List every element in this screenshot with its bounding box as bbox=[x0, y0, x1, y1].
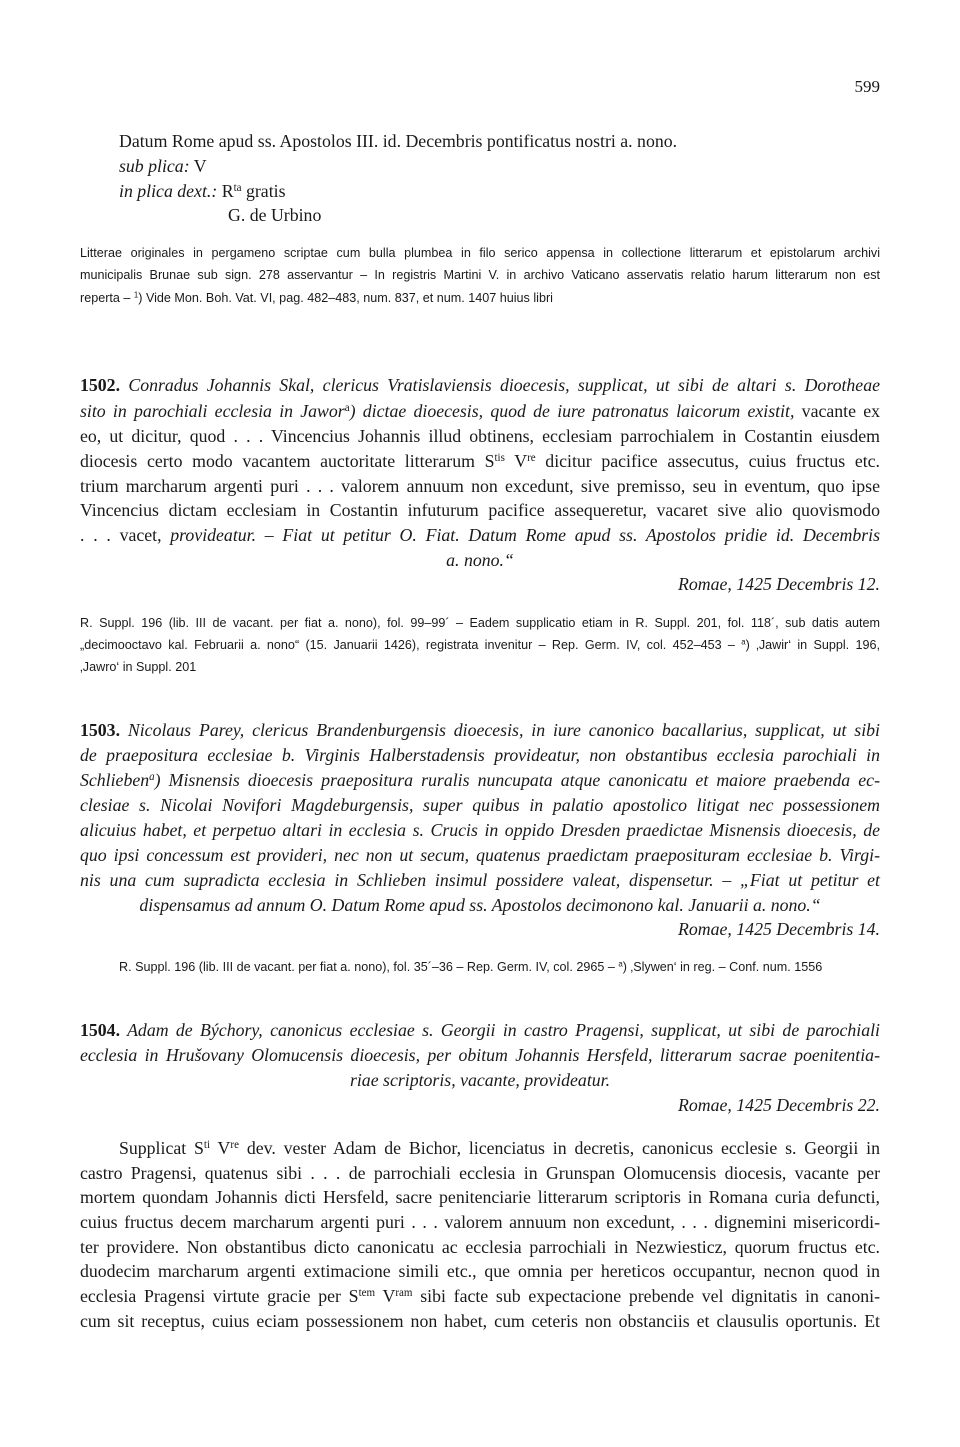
in-plica-line bbox=[119, 181, 519, 202]
abbrev-sup: tis bbox=[494, 451, 505, 464]
entry-1504-para-line-2: castro Pragensi, quatenus sibi . . . de parrochiali ecclesia in Grunspan Olomucensis diocesis, vacante per bbox=[80, 1163, 880, 1183]
entry-1502-text: diocesis certo modo vacantem auctoritate litterarum S bbox=[80, 451, 495, 471]
entry-1503-text: ) Misnensis dioecesis praepositura ruralis nuncupata atque canonicatu et maiore praebenda ec- bbox=[154, 770, 880, 790]
entry-1504-number: 1504. bbox=[80, 1020, 121, 1040]
note-1503-text: ) ‚Slywen‘ in reg. – Conf. num. 1556 bbox=[622, 960, 823, 974]
entry-1503-text: Schlieben bbox=[80, 770, 150, 790]
note-1501-line-1: Litterae originales in pergameno scriptae cum bulla plumbea in filo serico appensa in collectione litterarum et epistolarum archivi bbox=[80, 246, 880, 260]
footnote-marker: a bbox=[741, 637, 746, 647]
note-1501-line-3 bbox=[80, 291, 880, 305]
note-1502-text: „decimooctavo kal. Februarii a. nono“ (15. Januarii 1426), registrata invenitur – Rep. Germ. IV, col. 452–453 – bbox=[80, 638, 742, 652]
footnote-marker: a bbox=[344, 401, 350, 414]
note-1502-text: ) ‚Jawir‘ in Suppl. 196, bbox=[745, 638, 880, 652]
entry-1502-line-5: trium marcharum argenti puri . . . valorem annuum non excedunt, sive premisso, seu in eventum, quo ipse bbox=[80, 476, 880, 496]
entry-1502-text: vacante ex bbox=[794, 401, 881, 421]
page-number: 599 bbox=[854, 77, 880, 96]
entry-1503-line-2: de praepositura ecclesiae b. Virginis Halberstadensis provideatur, non obstantibus ecclesia parochiali in bbox=[80, 745, 880, 765]
note-1501-text-b: ) Vide Mon. Boh. Vat. VI, pag. 482–483, num. 837, et num. 1407 huius libri bbox=[138, 291, 553, 305]
entry-1503-line-4: clesiae s. Nicolai Novifori Magdeburgensis, super quibus in palatio apostolico litigat nec possessionem bbox=[80, 795, 880, 815]
entry-1504-line-1 bbox=[80, 1020, 880, 1041]
abbrev-sup: ti bbox=[203, 1138, 211, 1151]
entry-1504-para-line-4: cuius fructus decem marcharum argenti puri . . . valorem annuum non excedunt, . . . dignemini misericordi- bbox=[80, 1212, 880, 1232]
sub-plica-line bbox=[119, 156, 519, 177]
entry-1502-text: . . . vacet, bbox=[80, 525, 171, 545]
entry-1502-text: dicitur pacifice assecutus, cuius fructus etc. bbox=[535, 451, 880, 471]
signature: G. de Urbino bbox=[228, 205, 322, 225]
note-1502-line-2 bbox=[80, 638, 880, 652]
abbrev-sup: tem bbox=[358, 1286, 376, 1299]
in-plica-sup: ta bbox=[233, 181, 242, 194]
entry-1503-line-5: alicuius habet, et perpetuo altari in ecclesia s. Crucis in oppido Dresden praedictae Misnensis dioecesis, de bbox=[80, 820, 880, 840]
entry-1504-text: V bbox=[210, 1138, 231, 1158]
entry-1504-text: sibi facte sub expectacione prebende vel dignitatis in canoni- bbox=[412, 1286, 880, 1306]
abbrev-sup: ram bbox=[395, 1286, 413, 1299]
note-1501-line-2: municipalis Brunae sub sign. 278 asservantur – In registris Martini V. in archivo Vaticano asservatis relatio harum litterarum non est bbox=[80, 268, 880, 282]
entry-1503-line-1 bbox=[80, 720, 880, 741]
entry-1503-line-3 bbox=[80, 770, 880, 791]
entry-1502-date: Romae, 1425 Decembris 12. bbox=[678, 574, 880, 594]
in-plica-value: gratis bbox=[246, 181, 286, 201]
entry-1504-para-line-7 bbox=[80, 1286, 880, 1307]
entry-1504-text: Supplicat S bbox=[119, 1138, 204, 1158]
entry-1504-regest: Adam de Býchory, canonicus ecclesiae s. Georgii in castro Pragensi, supplicat, ut sibi de parochiali bbox=[127, 1020, 880, 1040]
entry-1502-text: ) dictae dioecesis, quod de iure patronatus laicorum existit, bbox=[349, 401, 795, 421]
in-plica-r: R bbox=[221, 181, 234, 201]
entry-1503-date: Romae, 1425 Decembris 14. bbox=[678, 919, 880, 939]
note-1503-text: R. Suppl. 196 (lib. III de vacant. per fiat a. nono), fol. 35´–36 – Rep. Germ. IV, col. 2965 – bbox=[119, 960, 619, 974]
entry-1503-regest: Nicolaus Parey, clericus Brandenburgensis dioecesis, in iure canonico bacallarius, supplicat, ut sibi bbox=[127, 720, 880, 740]
entry-1502-text: V bbox=[504, 451, 528, 471]
entry-1504-text: dev. vester Adam de Bichor, licenciatus in decretis, canonicus ecclesie s. Georgii in bbox=[238, 1138, 880, 1158]
entry-1503-line-8: dispensamus ad annum O. Datum Rome apud ss. Apostolos decimonono kal. Januarii a. nono.“ bbox=[139, 895, 821, 915]
note-1501-text-a: reperta – bbox=[80, 291, 134, 305]
entry-1504-text: V bbox=[375, 1286, 396, 1306]
entry-1504-line-3: riae scriptoris, vacante, provideatur. bbox=[349, 1070, 611, 1090]
entry-1502-line-7 bbox=[80, 525, 880, 546]
note-1503 bbox=[119, 960, 879, 974]
footnote-marker: a bbox=[149, 770, 155, 783]
entry-1504-line-2: ecclesia in Hrušovany Olomucensis dioecesis, per obitum Johannis Hersfeld, litterarum sacrae poenitentia- bbox=[80, 1045, 880, 1065]
entry-1503-number: 1503. bbox=[80, 720, 121, 740]
entry-1504-para-line-6: duodecim marcharum argenti extimacione simili etc., que omnia per hereticos occupantur, necnon quod in bbox=[80, 1261, 880, 1281]
datum-line: Datum Rome apud ss. Apostolos III. id. Decembris pontificatus nostri a. nono. bbox=[119, 131, 678, 151]
abbrev-sup: re bbox=[527, 451, 536, 464]
note-1502-line-3: ‚Jawro‘ in Suppl. 201 bbox=[80, 660, 197, 674]
entry-1502-line-3: eo, ut dicitur, quod . . . Vincencius Johannis illud obtinens, ecclesiam parrochialem in Costantin eiusdem bbox=[80, 426, 880, 446]
footnote-marker: 1 bbox=[133, 290, 139, 300]
entry-1502-number: 1502. bbox=[80, 375, 121, 395]
entry-1504-para-line-5: ter providere. Non obstantibus dicto canonicatu ac ecclesia parrochiali in Nezwiesticz, quorum fructus etc. bbox=[80, 1237, 880, 1257]
entry-1502-text: provideatur. – Fiat ut petitur O. Fiat. Datum Rome apud ss. Apostolos pridie id. Decembris bbox=[170, 525, 880, 545]
entry-1502-line-4 bbox=[80, 451, 880, 472]
entry-1504-text: ecclesia Pragensi virtute gracie per S bbox=[80, 1286, 359, 1306]
entry-1502-line-2 bbox=[80, 401, 880, 422]
entry-1504-para-line-1 bbox=[119, 1138, 880, 1159]
entry-1504-para-line-3: mortem quondam Johannis dicti Hersfeld, sacre penitenciarie litterarum scriptoris in Romana curia defuncti, bbox=[80, 1187, 880, 1207]
entry-1504-date: Romae, 1425 Decembris 22. bbox=[678, 1095, 880, 1115]
entry-1503-line-7: nis una cum supradicta ecclesia in Schlieben insimul possidere valeat, dispensetur. – „Fiat ut petitur et bbox=[80, 870, 880, 890]
entry-1504-para-line-8: cum sit receptus, cuius eciam possessionem non habet, cum ceteris non obstanciis et clausulis oportunis. Et bbox=[80, 1311, 880, 1331]
entry-1502-line-1 bbox=[80, 375, 880, 396]
entry-1503-line-6: quo ipsi concessum est provideri, nec non ut secum, quatenus praedictam praeposituram ecclesiae b. Virgi- bbox=[80, 845, 880, 865]
sub-plica-value: V bbox=[193, 156, 207, 176]
footnote-marker: a bbox=[618, 959, 623, 969]
abbrev-sup: re bbox=[230, 1138, 239, 1151]
note-1502-line-1: R. Suppl. 196 (lib. III de vacant. per fiat a. nono), fol. 99–99´ – Eadem supplicatio etiam in R. Suppl. 201, fol. 118´, sub datis autem bbox=[80, 616, 880, 630]
sub-plica-label: sub plica: bbox=[119, 156, 190, 176]
entry-1502-line-6: Vincencius dictam ecclesiam in Costantin infuturum pacifice assequeretur, vacaret sive alio quovismodo bbox=[80, 500, 880, 520]
entry-1502-regest: Conradus Johannis Skal, clericus Vratislaviensis dioecesis, supplicat, ut sibi de altari s. Dorotheae bbox=[128, 375, 880, 395]
in-plica-label: in plica dext.: bbox=[119, 181, 218, 201]
entry-1502-text: sito in parochiali ecclesia in Jawor bbox=[80, 401, 345, 421]
entry-1502-line-8: a. nono.“ bbox=[446, 550, 514, 570]
